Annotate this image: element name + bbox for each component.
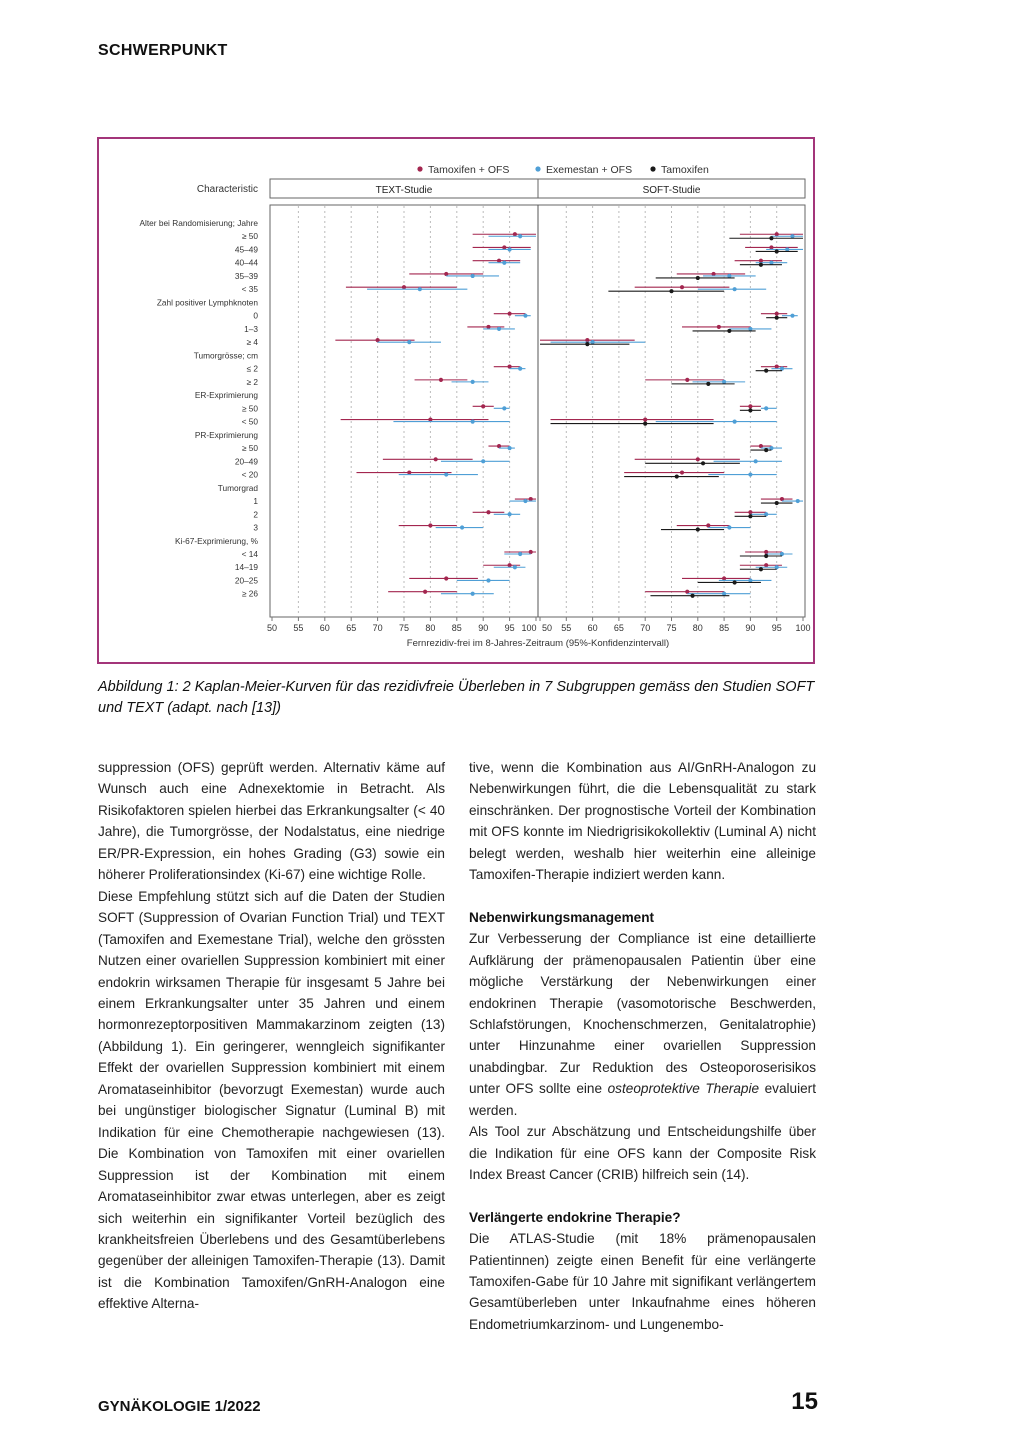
body-text: evaluiert werden. [469,1081,816,1118]
tick-label: 75 [398,623,410,633]
tick-label: 60 [319,623,330,633]
estimate-point [696,527,700,531]
row-label: ≥ 50 [241,231,258,242]
estimate-point [680,470,684,474]
estimate-point [418,287,422,291]
row-label: < 35 [241,284,258,295]
estimate-point [444,576,448,580]
tick-label: 95 [504,623,515,633]
estimate-point [585,342,589,346]
estimate-point [696,457,700,461]
estimate-point [486,578,490,582]
estimate-point [471,420,475,424]
right-column [469,757,816,1335]
estimate-point [696,276,700,280]
figure-frame [97,137,815,664]
estimate-point [764,406,768,410]
estimate-point [748,408,752,412]
tick-label: 95 [771,623,782,633]
tick-label: 85 [451,623,462,633]
estimate-point [775,501,779,505]
row-label: ≤ 2 [246,363,258,374]
estimate-point [439,378,443,382]
tick-label: 55 [293,623,304,633]
row-label: 0 [253,310,258,321]
body-paragraph: suppression (OFS) geprüft werden. Alternativ käme auf Wunsch auch eine Adnexektomie in Betracht. Als Risikofaktoren spielen hierbei das Erkrankungsalter (< 40 Jahre), die Tumorgrösse, der Nodalstatus, eine niedrige ER/PR-Expression, ein hohes Grading (G3) sowie ein höherer Proliferationsindex (Ki-67) eine wichtige Rolle. [98,760,445,883]
row-label: 45–49 [234,244,258,255]
estimate-point [471,274,475,278]
row-label: < 50 [241,416,258,427]
estimate-point [764,369,768,373]
row-label: ≥ 2 [246,376,258,387]
tick-label: 70 [640,623,651,633]
tick-label: 65 [613,623,624,633]
row-label: 3 [253,522,258,533]
panel-title: TEXT-Studie [375,185,433,196]
legend-marker [417,166,422,171]
body-text: Zur Verbesserung der Compliance ist eine detaillierte Aufklärung der prämenopausalen Patientin über eine mögliche Verstärkung der Nebenwirkungen einer endokrinen Therapie (vasomotorische Beschwerden, Schlafstörungen, Knochenschmerzen, Genitalatrophie) unter Hinzunahme einer ovariellen Suppression unabdingbar. Zur Reduktion des Osteoporoserisikos unter OFS sollte eine [469,931,816,1097]
row-label: 20–49 [234,456,258,467]
estimate-point [643,418,647,422]
estimate-point [444,472,448,476]
estimate-point [428,523,432,527]
estimate-point [675,474,679,478]
section-heading: Nebenwirkungsmanagement [469,909,655,925]
estimate-point [502,261,506,265]
estimate-point [733,580,737,584]
tick-label: 100 [521,623,537,633]
estimate-point [471,592,475,596]
estimate-point [460,525,464,529]
estimate-point [727,525,731,529]
estimate-point [685,378,689,382]
legend-marker [535,166,540,171]
estimate-point [754,459,758,463]
tick-label: 50 [541,623,553,633]
estimate-point [759,567,763,571]
legend-label: Exemestan + OFS [546,164,633,176]
estimate-point [717,325,721,329]
estimate-point [518,367,522,371]
body-paragraph: Diese Empfehlung stützt sich auf die Daten der Studien SOFT (Suppression of Ovarian Function Trial) und TEXT (Tamoxifen and Exemestane Trial), welche den grössten Nutzen einer ovariellen Suppression kombiniert mit einer endokrin wirksamen Therapie für insgesamt 5 Jahre bei einem Erkrankungsalter unter 35 Jahren und einem hormonrezeptorpositiven Mammakarzinom zeigten (13) (Abbildung 1). Ein geringerer, wenngleich signifikanter Effekt der ovariellen Suppression kombiniert mit einem Aromataseinhibitor (bevorzugt Exemestan) wurde auch bei ungünstiger biologischer Signatur (Luminal B) mit Indikation für eine Chemotherapie nachgewiesen (13). Die Kombination von Tamoxifen mit einer ovariellen Suppression ist der Kombination mit einem Aromataseinhibitor zwar etwas unterlegen, aber es zeigt sich weiterhin ein signifikanter Vorteil bezüglich des krankheitsfreien Überlebens und des Gesamtüberlebens gegenüber der alleinigen Tamoxifen-Therapie (13). Damit ist die Kombination Tamoxifen/GnRH-Analogon eine effektive Alterna- [98,888,445,1312]
body-paragraph: Die ATLAS-Studie (mit 18% prämenopausalen Patientinnen) zeigte einen Benefit für eine verlängerte Tamoxifen-Gabe für 10 Jahre mit signifikant verlängertem Gesamtüberleben unter Inkaufnahme eines höheren Endometriumkarzinom- und Lungenembo- [469,1231,816,1332]
estimate-point [502,406,506,410]
estimate-point [796,499,800,503]
row-group-label: Ki-67-Exprimierung, % [175,535,258,546]
body-paragraph: Als Tool zur Abschätzung und Entscheidungshilfe über die Indikation für eine OFS kann der Composite Risk Index Breast Cancer (CRIB) hilfreich sein (14). [469,1124,816,1183]
row-group-label: Tumorgrad [217,482,258,493]
row-label: 35–39 [234,270,258,281]
estimate-point [690,594,694,598]
row-group-label: Zahl positiver Lymphknoten [156,297,258,308]
estimate-point [733,287,737,291]
row-label: 2 [253,509,258,520]
estimate-point [680,285,684,289]
estimate-point [513,565,517,569]
estimate-point [775,316,779,320]
estimate-point [508,247,512,251]
legend-marker [650,166,655,171]
estimate-point [523,314,527,318]
row-label: 1 [253,496,258,507]
estimate-point [733,420,737,424]
estimate-point [701,461,705,465]
estimate-point [407,340,411,344]
estimate-point [518,552,522,556]
tick-label: 80 [425,623,436,633]
section-heading: Verlängerte endokrine Therapie? [469,1209,681,1225]
tick-label: 55 [561,623,572,633]
row-group-label: ER-Exprimierung [194,390,258,401]
tick-label: 90 [745,623,756,633]
row-label: ≥ 26 [241,588,258,599]
row-group-label: PR-Exprimierung [194,429,258,440]
estimate-point [497,327,501,331]
left-column [98,757,445,1315]
row-label: 14–19 [234,562,258,573]
tick-label: 80 [692,623,703,633]
estimate-point [508,446,512,450]
row-label: ≥ 50 [241,443,258,454]
journal-footer: GYNÄKOLOGIE 1/2022 [98,1398,261,1415]
estimate-point [764,554,768,558]
estimate-point [523,499,527,503]
section-header: SCHWERPUNKT [98,42,228,59]
tick-label: 85 [719,623,730,633]
estimate-point [775,249,779,253]
row-label: ≥ 50 [241,403,258,414]
legend-label: Tamoxifen + OFS [428,164,510,176]
estimate-point [759,263,763,267]
estimate-point [748,404,752,408]
estimate-point [727,329,731,333]
estimate-point [481,404,485,408]
row-label: < 20 [241,469,258,480]
estimate-point [434,457,438,461]
estimate-point [748,514,752,518]
tick-label: 60 [587,623,598,633]
tick-label: 75 [666,623,677,633]
tick-label: 90 [478,623,489,633]
row-group-label: Tumorgrösse; cm [193,350,258,361]
tick-label: 50 [266,623,278,633]
row-label: ≥ 4 [246,337,258,348]
emphasis-text: osteoprotektive Therapie [607,1081,760,1097]
estimate-point [769,236,773,240]
row-label: 20–25 [234,575,258,586]
estimate-point [706,382,710,386]
legend-label: Tamoxifen [661,164,709,176]
estimate-point [508,312,512,316]
estimate-point [423,590,427,594]
row-group-label: Alter bei Randomisierung; Jahre [139,218,258,228]
row-label: < 14 [241,549,258,559]
estimate-point [748,472,752,476]
panel-title: SOFT-Studie [642,185,701,196]
estimate-point [486,510,490,514]
estimate-point [508,512,512,516]
estimate-point [518,234,522,238]
body-paragraph: tive, wenn die Kombination aus AI/GnRH-Analogon zu Nebenwirkungen führt, die die Lebensqualität zu stark einschränken. Der prognostische Vorteil der Kombination mit OFS konnte im Niedrigrisikokollektiv (Luminal A) nicht belegt werden, weshalb hier weiterhin eine alleinige Tamoxifen-Therapie indiziert werden kann. [469,760,816,883]
estimate-point [790,314,794,318]
estimate-point [481,459,485,463]
estimate-point [669,289,673,293]
page-number: 15 [791,1388,818,1415]
tick-label: 65 [346,623,357,633]
x-axis-label: Fernrezidiv-frei im 8-Jahres-Zeitraum (95%-Konfidenzintervall) [406,638,670,649]
tick-label: 70 [372,623,383,633]
estimate-point [643,422,647,426]
characteristic-header: Characteristic [196,184,258,195]
estimate-point [775,312,779,316]
row-label: 1–3 [244,323,258,334]
estimate-point [471,380,475,384]
forest-plot [99,139,813,662]
row-label: 40–44 [234,257,258,268]
estimate-point [764,448,768,452]
tick-label: 100 [795,623,811,633]
body-paragraph [469,928,816,1121]
figure-caption: Abbildung 1: 2 Kaplan-Meier-Kurven für das rezidivfreie Überleben in 7 Subgruppen gemäss den Studien SOFT und TEXT (adapt. nach [13]) [98,679,815,716]
